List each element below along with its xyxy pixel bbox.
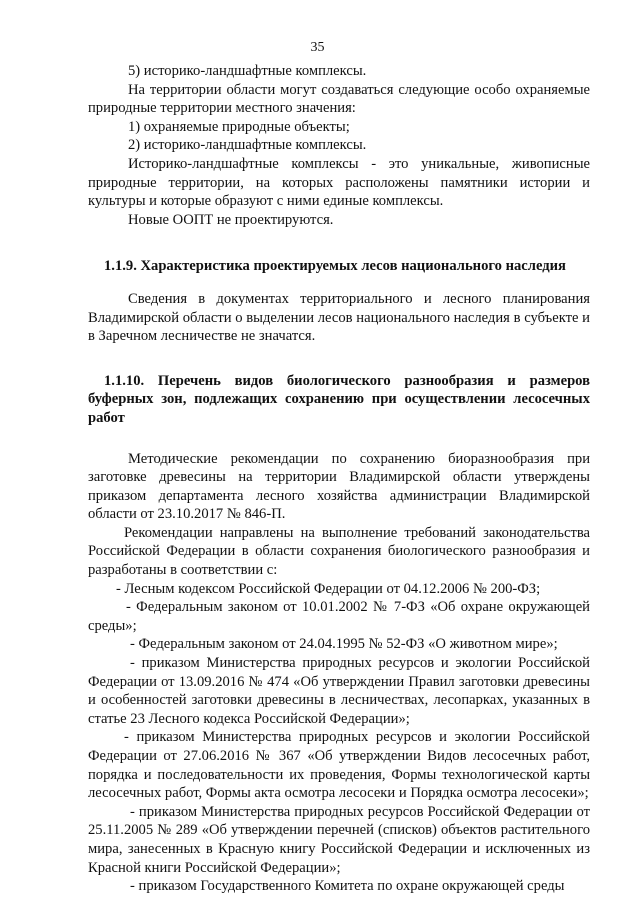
paragraph-list-item-1: 1) охраняемые природные объекты; (128, 118, 350, 135)
paragraph-list-item-5: 5) историко-ландшафтные комплексы. (128, 63, 367, 79)
section-heading-1-1-9: 1.1.9. Характеристика проектируемых лесов национального наследия (104, 258, 566, 275)
list-item-order-367: - приказом Министерства природных ресурсов и экологии Российской Федерации от 27.06.2016 № 367 «Об утверждении Видов лесосечных работ, порядка и последовательности их проведения, Формы технологической карты лесосечных работ, Формы акта осмотра лесосеки и Порядка осмотра лесосеки»; (88, 729, 590, 802)
list-item-order-289: - приказом Министерства природных ресурсов Российской Федерации от 25.11.2005 № 289 «Об утверждении перечней (списков) объектов растительного мира, занесенных в Красную книгу Российской Федерации и исключенных из Красной книги Российской Федерации»; (88, 803, 590, 876)
section-heading-1-1-10: 1.1.10. Перечень видов биологического разнообразия и размеров буферных зон, подлежащих сохранению при осуществлении лесосечных работ (88, 372, 590, 426)
page-number: 35 (310, 40, 325, 55)
paragraph-national-heritage: Сведения в документах территориального и лесного планирования Владимирской области о выделении лесов национального наследия в субъекте и в Заречном лесничестве не значатся. (88, 290, 590, 345)
paragraph-list-item-2: 2) историко-ландшафтные комплексы. (128, 137, 367, 154)
paragraph-no-new-oopt: Новые ООПТ не проектируются. (128, 211, 334, 228)
list-item-animal-world-law: - Федеральным законом от 24.04.1995 № 52-ФЗ «О животном мире»; (130, 636, 558, 653)
list-item-order-474: - приказом Министерства природных ресурсов и экологии Российской Федерации от 13.09.2016 № 474 «Об утверждении Правил заготовки древесины и особенностей заготовки древесины в лесничествах, лесопарках, указанных в статье 23 Лесного кодекса Российской Федерации»; (88, 655, 590, 727)
paragraph-landscape-definition: Историко-ландшафтные комплексы - это уникальные, живописные природные территории, на которых расположены памятники истории и культуры и которые образуют с ними единые комплексы. (88, 155, 590, 210)
list-item-forest-code: - Лесным кодексом Российской Федерации от 04.12.2006 № 200-ФЗ; (116, 580, 541, 597)
paragraph-local-territories: На территории области могут создаваться следующие особо охраняемые природные территории местного значения: (88, 81, 590, 117)
list-item-state-committee-order: - приказом Государственного Комитета по охране окружающей среды (130, 878, 565, 895)
paragraph-method-recommendations: Методические рекомендации по сохранению биоразнообразия при заготовке древесины на территории Владимирской области утверждены приказом департамента лесного хозяйства администрации Владимирской области от 23.10.2017 № 846-П. (88, 450, 590, 523)
paragraph-recommendations-purpose: Рекомендации направлены на выполнение требований законодательства Российской Федерации в области сохранения биологического разнообразия и разработаны в соответствии с: (88, 524, 590, 579)
list-item-environment-law: - Федеральным законом от 10.01.2002 № 7-ФЗ «Об охране окружающей среды»; (88, 599, 590, 634)
document-body (88, 62, 590, 896)
